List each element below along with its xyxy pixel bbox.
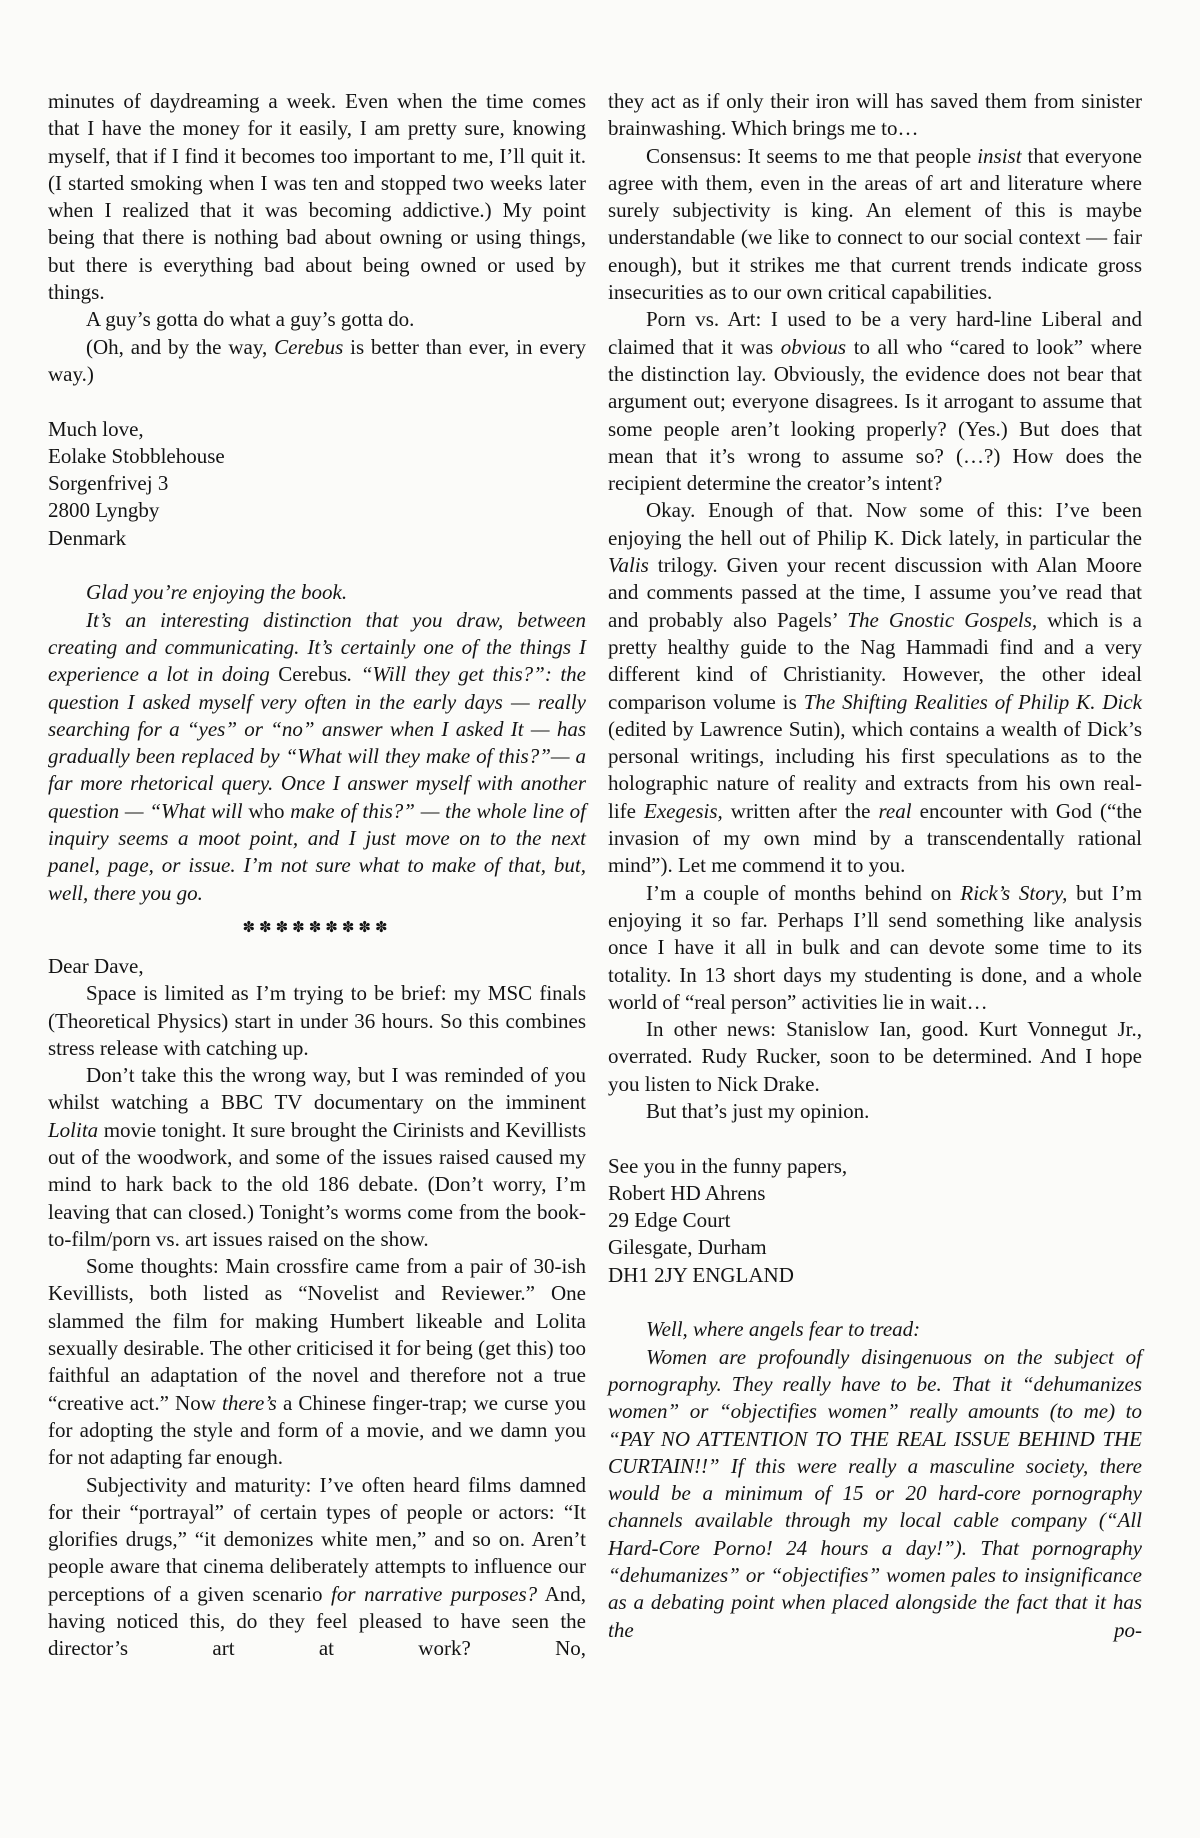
- text: Don’t take this the wrong way, but I was reminded of you whilst watching a BBC TV documentary on the imminent: [48, 1063, 586, 1115]
- text: 29 Edge Court: [608, 1208, 731, 1233]
- letter-paragraph: [48, 1062, 586, 1253]
- italic-text: Cerebus: [274, 334, 344, 359]
- blank-line: [48, 552, 586, 579]
- roman-text: who: [248, 798, 285, 823]
- text: trilogy. Given your recent discussion with Alan Moore and comments passed at the time, I assume you’ve read that and probably also Pagels’: [608, 553, 1142, 632]
- text: Women are profoundly disingenuous on the subject of pornography. They really have to be. That it “dehumanizes women” or “objectifies women” really amounts (to me) to “PAY NO ATTENTION TO THE REAL ISSUE BEHIND THE CURTAIN!!” If this were really a masculine society, there would be a minimum of 15 or 20 hard-core pornography channels available through my local cable company (“All Hard-Core Porno! 24 hours a day!”). That pornography “dehumanizes” or “objectifies” women pales to insignificance as a debating point when placed alongside the fact that it has the po-: [608, 1344, 1142, 1642]
- letter-paragraph: [608, 88, 1142, 143]
- italic-text: Exegesis,: [644, 798, 723, 823]
- signature-line: [48, 416, 586, 443]
- text: In other news: Stanislow Ian, good. Kurt Vonnegut Jr., overrated. Rudy Rucker, soon to be determined. And I hope you listen to Nick Drake.: [608, 1017, 1142, 1096]
- editor-reply-paragraph: [48, 579, 586, 606]
- letter-paragraph: [48, 1253, 586, 1471]
- text: Consensus: It seems to me that people: [646, 143, 978, 168]
- text: make of this?” — the whole line of inquiry seems a moot point, and I just move on to the next panel, page, or issue. I’m not sure what to make of that, but, well, there you go.: [48, 798, 586, 905]
- text: (edited by Lawrence Sutin), which contains a wealth of Dick’s personal writings, including his first speculations as to the holographic nature of reality and extracts from his own real-life: [608, 716, 1142, 823]
- text: Subjectivity and maturity: I’ve often heard films damned for their “portrayal” of certain types of people or actors: “It glorifies drugs,” “it demonizes white men,” and so on. Aren’t people aware that cinema deliberately attempts to influence our perceptions of a given scenario: [48, 1472, 586, 1606]
- signature-line: [608, 1262, 1142, 1289]
- text: . “Will they get this?”: the question I asked myself very often in the early days — really searching for a “yes” or “no” answer when I asked It — has gradually been replaced by “What will they make of this?”— a far more rhetorical query. Once I answer myself with another question — “What will: [48, 662, 586, 823]
- italic-text: The Shifting Realities of Philip K. Dick: [803, 689, 1142, 714]
- italic-text: insist: [977, 143, 1022, 168]
- signature-line: [608, 1153, 1142, 1180]
- text: (Oh, and by the way,: [86, 334, 275, 359]
- text: which is a pretty healthy guide to the Nag Hammadi find and a very different kind of Christianity. However, the other ideal comparison volume is: [608, 607, 1142, 714]
- blank-line: [48, 388, 586, 415]
- editor-reply-paragraph: [608, 1344, 1142, 1644]
- text: I’m a couple of months behind on: [646, 880, 961, 905]
- left-column: [48, 88, 586, 1663]
- letter-paragraph: [48, 1472, 586, 1663]
- text: Gilesgate, Durham: [608, 1235, 767, 1260]
- letter-paragraph: [608, 1016, 1142, 1098]
- letter-paragraph: [48, 334, 586, 389]
- letter-paragraph: [48, 88, 586, 306]
- signature-line: [608, 1180, 1142, 1207]
- text: written after the: [722, 798, 879, 823]
- signature-line: [48, 497, 586, 524]
- letter-paragraph: [608, 143, 1142, 307]
- letter-paragraph: [608, 1098, 1142, 1125]
- text: but I’m enjoying it so far. Perhaps I’ll send something like analysis once I have it all in bulk and can devote some time to its totality. In 13 short days my studenting is done, and a whole world of “real person” activities lie in wait…: [608, 880, 1142, 1014]
- text: they act as if only their iron will has saved them from sinister brainwashing. Which brings me to…: [608, 89, 1142, 141]
- text: Dear Dave,: [48, 953, 144, 978]
- signature-line: [48, 953, 586, 980]
- text: A guy’s gotta do what a guy’s gotta do.: [86, 307, 415, 332]
- letter-paragraph: [608, 306, 1142, 497]
- signature-line: [48, 443, 586, 470]
- italic-text: obvious: [780, 334, 847, 359]
- signature-line: [608, 1234, 1142, 1261]
- letter-paragraph: [48, 306, 586, 333]
- text: Much love,: [48, 416, 144, 441]
- signature-line: [48, 470, 586, 497]
- text: movie tonight. It sure brought the Cirinists and Kevillists out of the woodwork, and some of the issues raised caused my mind to hark back to the old 186 debate. (Don’t worry, I’m leaving that can closed.) Tonight’s worms come from the book-to-film/porn vs. art issues raised on the show.: [48, 1117, 586, 1251]
- text: Sorgenfrivej 3: [48, 471, 169, 496]
- text: Denmark: [48, 525, 127, 550]
- text: Some thoughts: Main crossfire came from a pair of 30-ish Kevillists, both listed as “Novelist and Reviewer.” One slammed the film for making Humbert likeable and Lolita sexually desirable. The other criticised it for being (get this) too faithful an adaptation of the novel and therefore not a true “creative act.” Now: [48, 1254, 586, 1415]
- text: It’s an interesting distinction that you draw, between creating and communicating. It’s certainly one of the things I experience a lot in doing: [48, 607, 586, 687]
- blank-line: [608, 1289, 1142, 1316]
- text: Porn vs. Art: I used to be a very hard-line Liberal and claimed that it was: [608, 307, 1142, 359]
- text: encounter with God (“the invasion of my own mind by a transcendentally rational mind”). Let me commend it to you.: [608, 798, 1143, 878]
- editor-reply-paragraph: [608, 1316, 1142, 1343]
- italic-text: Lolita: [48, 1117, 99, 1142]
- text: 2800 Lyngby: [48, 498, 160, 523]
- text: See you in the funny papers,: [608, 1153, 848, 1178]
- italic-text: real: [878, 798, 912, 823]
- italic-text: Rick’s Story,: [960, 880, 1068, 905]
- editor-reply-paragraph: [48, 607, 586, 907]
- text: Robert HD Ahrens: [608, 1180, 766, 1205]
- text: And, having noticed this, do they feel pleased to have seen the director’s art at work? No,: [48, 1581, 586, 1661]
- blank-line: [608, 1125, 1142, 1152]
- text: is better than ever, in every way.): [48, 334, 586, 386]
- italic-text: Valis: [608, 553, 649, 578]
- text: DH1 2JY ENGLAND: [608, 1262, 794, 1287]
- italic-text: there’s: [222, 1390, 277, 1415]
- text: Glad you’re enjoying the book.: [86, 580, 348, 605]
- text: Well, where angels fear to tread:: [646, 1317, 921, 1342]
- text: a Chinese finger-trap; we curse you for adopting the style and form of a movie, and we damn you for not adapting far enough.: [48, 1390, 586, 1470]
- letter-paragraph: [48, 980, 586, 1062]
- section-separator: ✽✽✽✽✽✽✽✽✽: [242, 919, 392, 936]
- text: But that’s just my opinion.: [646, 1098, 870, 1123]
- italic-text: The Gnostic Gospels,: [847, 607, 1038, 632]
- right-column: [608, 88, 1142, 1644]
- text: that everyone agree with them, even in the areas of art and literature where surely subjectivity is king. An element of this is maybe understandable (we like to connect to our social context — fair enough), but it strikes me that current trends indicate gross insecurities as to our own critical capabilities.: [608, 143, 1142, 305]
- italic-text: for narrative purposes?: [331, 1581, 538, 1606]
- text: Space is limited as I’m trying to be brief: my MSC finals (Theoretical Physics) start in under 36 hours. So this combines stress release with catching up.: [48, 981, 586, 1060]
- letter-paragraph: [608, 880, 1142, 1016]
- signature-line: [608, 1207, 1142, 1234]
- signature-line: [48, 525, 586, 552]
- roman-text: Cerebus: [278, 662, 348, 687]
- text: to all who “cared to look” where the distinction lay. Obviously, the evidence does not bear that argument out; everyone disagrees. Is it arrogant to assume that some people aren’t looking properly? (Yes.) But does that mean that it’s wrong to assume so? (…?) How does the recipient determine the creator’s intent?: [608, 334, 1142, 496]
- text: Eolake Stobblehouse: [48, 443, 225, 468]
- text: Okay. Enough of that. Now some of this: I’ve been enjoying the hell out of Philip K. Dick lately, in particular the: [608, 498, 1142, 550]
- text: minutes of daydreaming a week. Even when the time comes that I have the money for it easily, I am pretty sure, knowing myself, that if I find it becomes too important to me, I’ll quit it. (I started smoking when I was ten and stopped two weeks later when I realized that it was becoming addictive.) My point being that there is nothing bad about owning or using things, but there is everything bad about being owned or used by things.: [48, 89, 586, 305]
- letter-paragraph: [608, 497, 1142, 879]
